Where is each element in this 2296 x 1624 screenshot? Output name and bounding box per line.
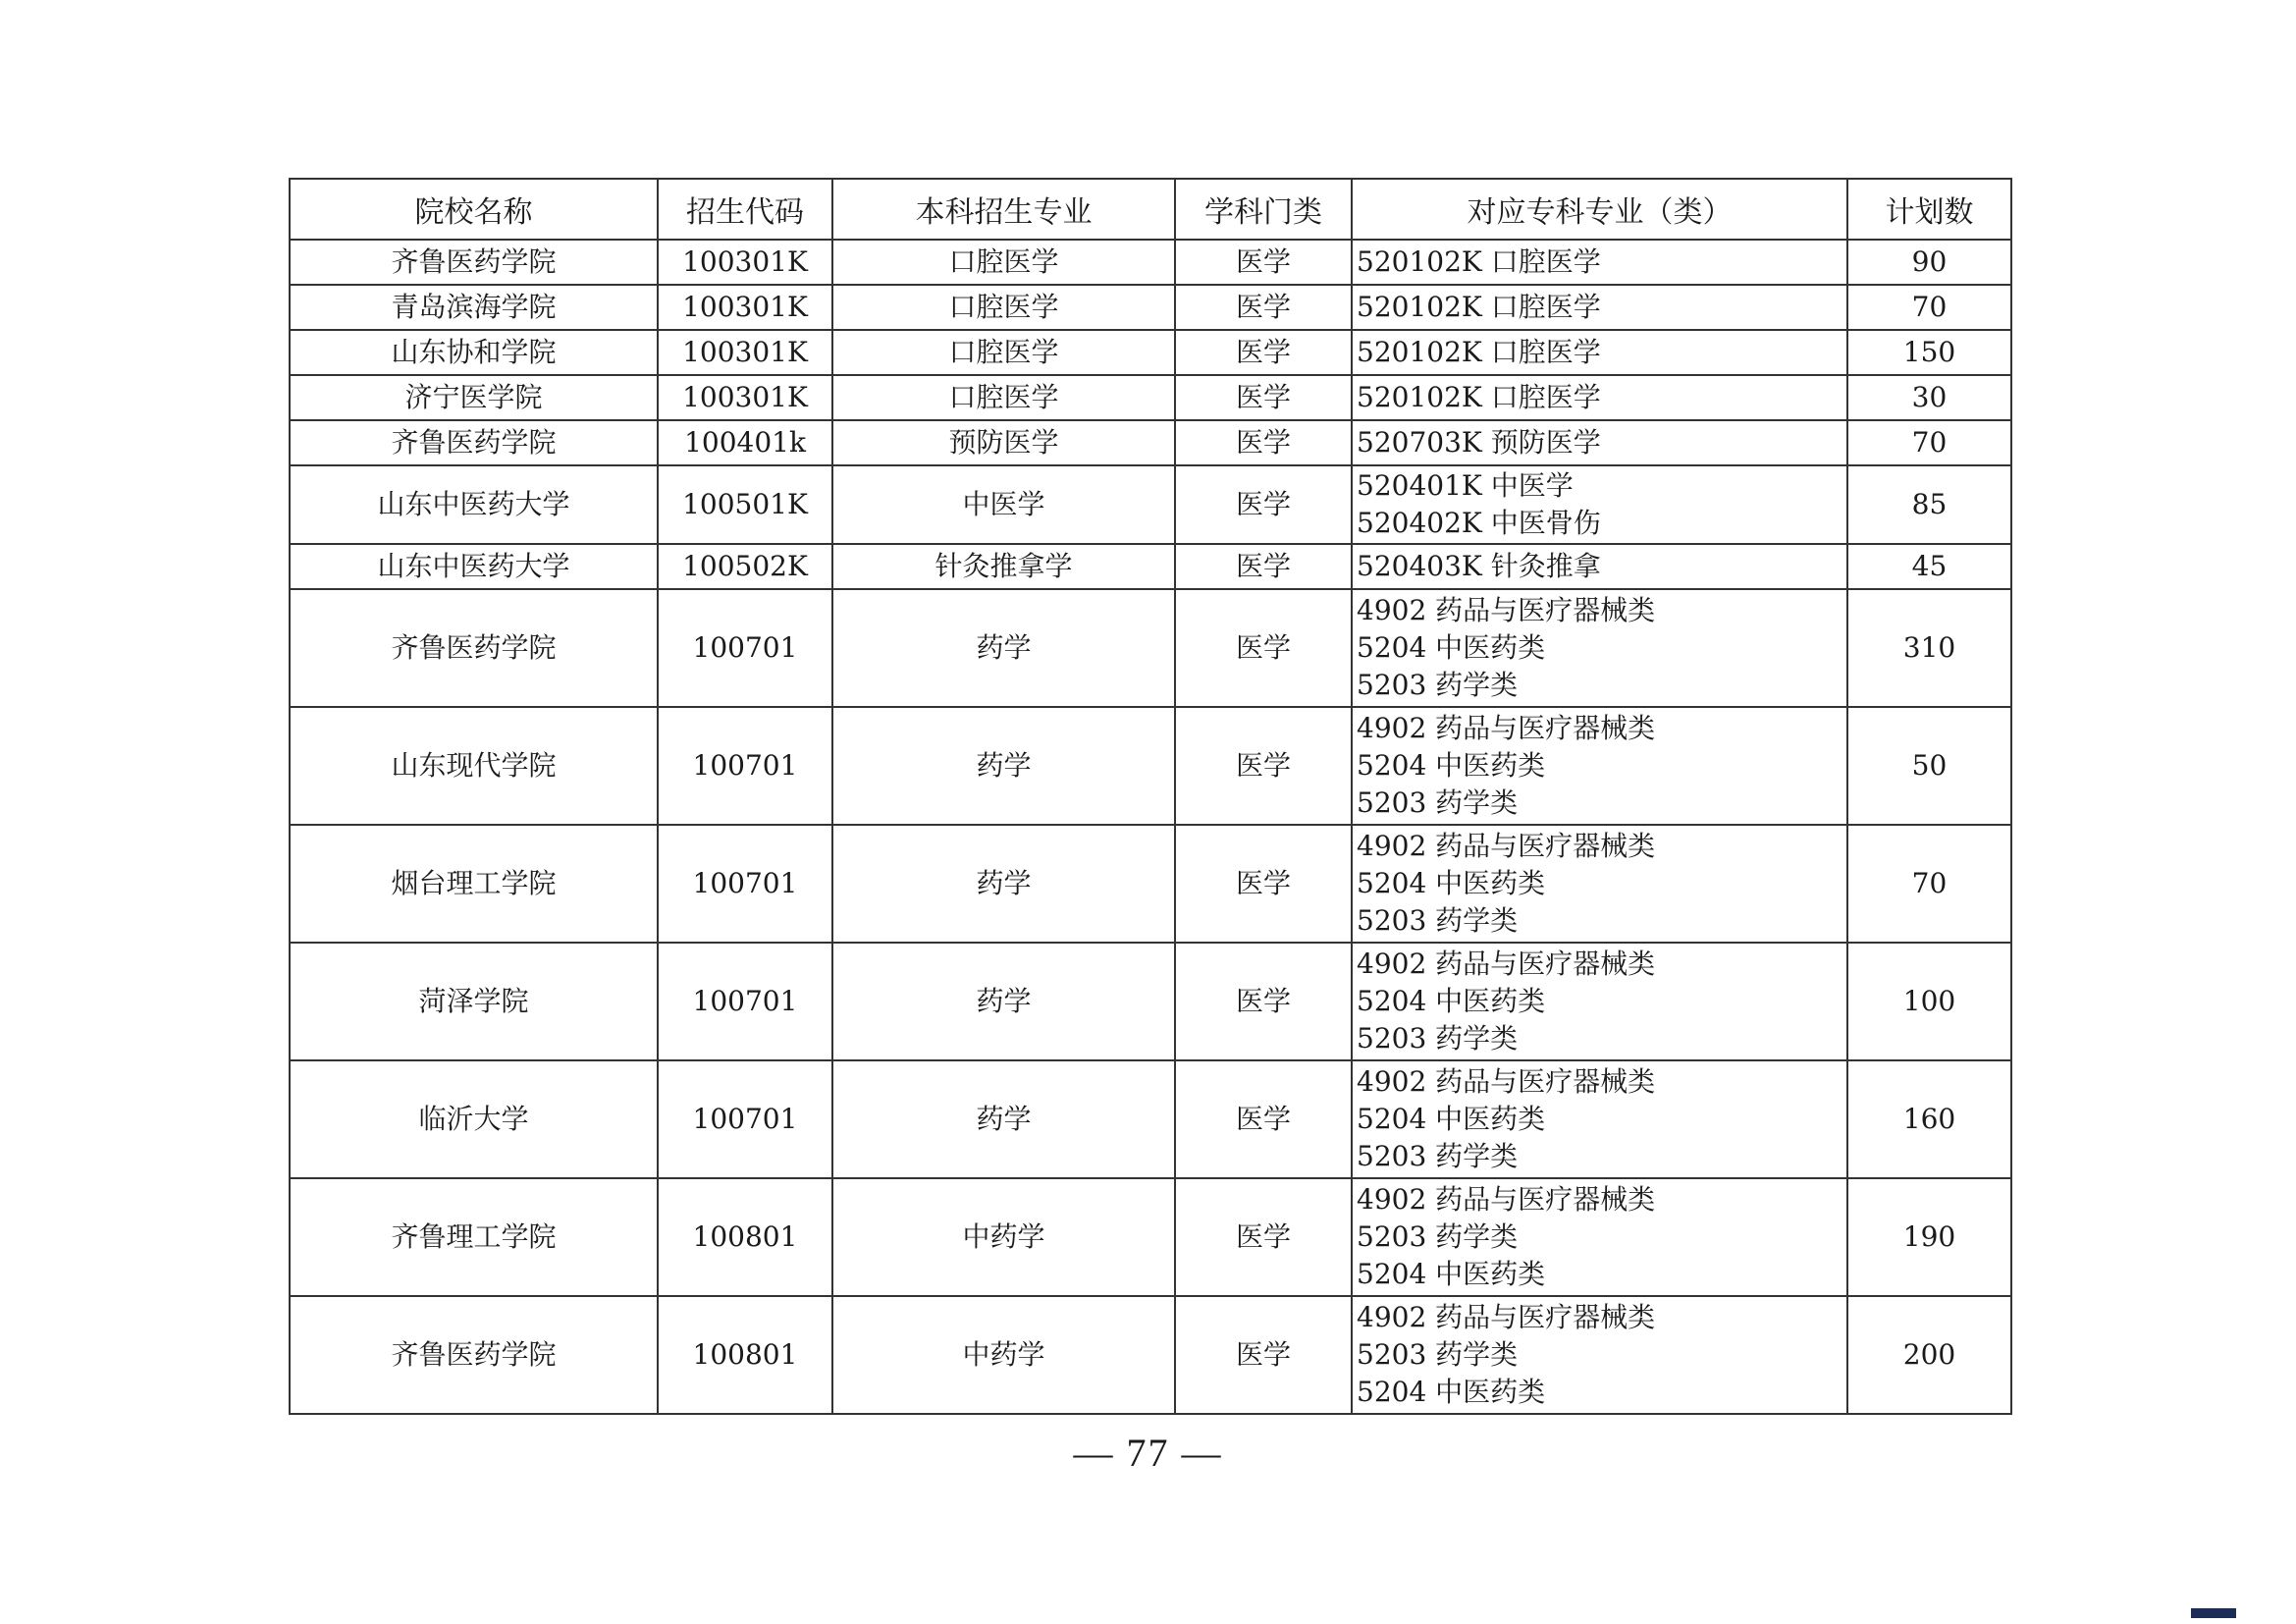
cell-school-name: 山东协和学院 <box>290 330 658 375</box>
header-corresponding-specialty: 对应专科专业（类） <box>1352 179 1847 240</box>
header-school-name: 院校名称 <box>290 179 658 240</box>
cell-discipline-category: 医学 <box>1175 285 1352 330</box>
cell-enrollment-code: 100701 <box>658 825 832 943</box>
table-row <box>290 285 2011 330</box>
cell-corresponding-specialties <box>1352 589 1847 707</box>
cell-plan-count: 70 <box>1847 420 2011 465</box>
cell-undergraduate-major: 药学 <box>832 943 1175 1060</box>
cell-undergraduate-major: 口腔医学 <box>832 375 1175 420</box>
cell-discipline-category: 医学 <box>1175 375 1352 420</box>
specialty-line: 5203 药学类 <box>1357 669 1519 701</box>
table-row <box>290 420 2011 465</box>
cell-undergraduate-major: 中医学 <box>832 465 1175 544</box>
cell-undergraduate-major: 药学 <box>832 589 1175 707</box>
specialty-line: 520401K 中医学 <box>1357 469 1574 502</box>
cell-discipline-category: 医学 <box>1175 544 1352 589</box>
table-row <box>290 240 2011 285</box>
cell-school-name: 山东中医药大学 <box>290 465 658 544</box>
cell-undergraduate-major: 预防医学 <box>832 420 1175 465</box>
specialty-line: 5203 药学类 <box>1357 904 1519 937</box>
specialty-line: 5204 中医药类 <box>1357 749 1546 782</box>
cell-plan-count: 100 <box>1847 943 2011 1060</box>
specialty-line: 5203 药学类 <box>1357 1022 1519 1055</box>
cell-undergraduate-major: 口腔医学 <box>832 330 1175 375</box>
specialty-line: 5203 药学类 <box>1357 786 1519 819</box>
table-row <box>290 465 2011 544</box>
cell-school-name: 菏泽学院 <box>290 943 658 1060</box>
cell-undergraduate-major: 药学 <box>832 707 1175 825</box>
cell-discipline-category: 医学 <box>1175 707 1352 825</box>
cell-school-name: 青岛滨海学院 <box>290 285 658 330</box>
table-row <box>290 707 2011 825</box>
cell-discipline-category: 医学 <box>1175 465 1352 544</box>
cell-enrollment-code: 100401k <box>658 420 832 465</box>
cell-discipline-category: 医学 <box>1175 330 1352 375</box>
header-discipline-category: 学科门类 <box>1175 179 1352 240</box>
table-row <box>290 1178 2011 1296</box>
cell-school-name: 齐鲁医药学院 <box>290 589 658 707</box>
cell-undergraduate-major: 药学 <box>832 825 1175 943</box>
cell-discipline-category: 医学 <box>1175 1178 1352 1296</box>
specialty-line: 4902 药品与医疗器械类 <box>1357 712 1656 744</box>
cell-enrollment-code: 100701 <box>658 1060 832 1178</box>
cell-plan-count: 45 <box>1847 544 2011 589</box>
table-row <box>290 375 2011 420</box>
cell-enrollment-code: 100301K <box>658 330 832 375</box>
cell-enrollment-code: 100701 <box>658 707 832 825</box>
specialty-line: 520102K 口腔医学 <box>1357 245 1601 278</box>
specialty-line: 5204 中医药类 <box>1357 985 1546 1017</box>
cell-enrollment-code: 100701 <box>658 589 832 707</box>
cell-undergraduate-major: 中药学 <box>832 1296 1175 1414</box>
cell-corresponding-specialties <box>1352 707 1847 825</box>
specialty-line: 4902 药品与医疗器械类 <box>1357 1183 1656 1216</box>
specialty-line: 4902 药品与医疗器械类 <box>1357 947 1656 980</box>
cell-plan-count: 160 <box>1847 1060 2011 1178</box>
specialty-line: 5204 中医药类 <box>1357 867 1546 899</box>
header-plan-count: 计划数 <box>1847 179 2011 240</box>
cell-enrollment-code: 100801 <box>658 1296 832 1414</box>
specialty-line: 4902 药品与医疗器械类 <box>1357 830 1656 862</box>
table-header-row <box>290 179 2011 240</box>
table-row <box>290 1296 2011 1414</box>
cell-plan-count: 50 <box>1847 707 2011 825</box>
cell-corresponding-specialties <box>1352 330 1847 375</box>
cell-school-name: 临沂大学 <box>290 1060 658 1178</box>
cell-discipline-category: 医学 <box>1175 1060 1352 1178</box>
cell-enrollment-code: 100301K <box>658 375 832 420</box>
cell-corresponding-specialties <box>1352 1178 1847 1296</box>
table-row <box>290 1060 2011 1178</box>
cell-enrollment-code: 100501K <box>658 465 832 544</box>
cell-plan-count: 85 <box>1847 465 2011 544</box>
cell-school-name: 齐鲁医药学院 <box>290 420 658 465</box>
cell-discipline-category: 医学 <box>1175 825 1352 943</box>
table-row <box>290 330 2011 375</box>
cell-corresponding-specialties <box>1352 465 1847 544</box>
specialty-line: 5204 中医药类 <box>1357 1376 1546 1408</box>
cell-enrollment-code: 100701 <box>658 943 832 1060</box>
cell-plan-count: 190 <box>1847 1178 2011 1296</box>
specialty-line: 4902 药品与医疗器械类 <box>1357 1301 1656 1333</box>
watermark-logo <box>2191 1608 2236 1618</box>
cell-undergraduate-major: 中药学 <box>832 1178 1175 1296</box>
page-number: — 77 — <box>1073 1431 1223 1475</box>
cell-school-name: 山东中医药大学 <box>290 544 658 589</box>
table-row <box>290 589 2011 707</box>
specialty-line: 5204 中医药类 <box>1357 1103 1546 1135</box>
specialty-line: 520102K 口腔医学 <box>1357 291 1601 323</box>
cell-school-name: 齐鲁医药学院 <box>290 1296 658 1414</box>
cell-plan-count: 70 <box>1847 825 2011 943</box>
cell-plan-count: 310 <box>1847 589 2011 707</box>
cell-corresponding-specialties <box>1352 1060 1847 1178</box>
cell-corresponding-specialties <box>1352 1296 1847 1414</box>
cell-undergraduate-major: 口腔医学 <box>832 240 1175 285</box>
table-body <box>290 240 2011 1414</box>
specialty-line: 520402K 中医骨伤 <box>1357 507 1601 539</box>
cell-school-name: 齐鲁理工学院 <box>290 1178 658 1296</box>
cell-corresponding-specialties <box>1352 943 1847 1060</box>
cell-corresponding-specialties <box>1352 375 1847 420</box>
specialty-line: 5203 药学类 <box>1357 1338 1519 1371</box>
cell-enrollment-code: 100301K <box>658 285 832 330</box>
specialty-line: 520102K 口腔医学 <box>1357 336 1601 368</box>
specialty-line: 5204 中医药类 <box>1357 631 1546 664</box>
cell-discipline-category: 医学 <box>1175 589 1352 707</box>
specialty-line: 4902 药品与医疗器械类 <box>1357 594 1656 626</box>
cell-corresponding-specialties <box>1352 544 1847 589</box>
cell-discipline-category: 医学 <box>1175 420 1352 465</box>
cell-enrollment-code: 100502K <box>658 544 832 589</box>
cell-school-name: 济宁医学院 <box>290 375 658 420</box>
cell-undergraduate-major: 口腔医学 <box>832 285 1175 330</box>
cell-discipline-category: 医学 <box>1175 240 1352 285</box>
specialty-line: 520703K 预防医学 <box>1357 426 1601 459</box>
table-row <box>290 544 2011 589</box>
header-enrollment-code: 招生代码 <box>658 179 832 240</box>
cell-school-name: 齐鲁医药学院 <box>290 240 658 285</box>
cell-discipline-category: 医学 <box>1175 1296 1352 1414</box>
specialty-line: 5204 中医药类 <box>1357 1258 1546 1290</box>
cell-undergraduate-major: 药学 <box>832 1060 1175 1178</box>
cell-plan-count: 200 <box>1847 1296 2011 1414</box>
specialty-line: 5203 药学类 <box>1357 1220 1519 1253</box>
cell-discipline-category: 医学 <box>1175 943 1352 1060</box>
table-row <box>290 943 2011 1060</box>
specialty-line: 4902 药品与医疗器械类 <box>1357 1065 1656 1098</box>
cell-undergraduate-major: 针灸推拿学 <box>832 544 1175 589</box>
header-undergraduate-major: 本科招生专业 <box>832 179 1175 240</box>
cell-plan-count: 90 <box>1847 240 2011 285</box>
cell-corresponding-specialties <box>1352 285 1847 330</box>
cell-plan-count: 30 <box>1847 375 2011 420</box>
cell-plan-count: 150 <box>1847 330 2011 375</box>
cell-corresponding-specialties <box>1352 420 1847 465</box>
table-row <box>290 825 2011 943</box>
cell-corresponding-specialties <box>1352 825 1847 943</box>
specialty-line: 5203 药学类 <box>1357 1140 1519 1172</box>
cell-corresponding-specialties <box>1352 240 1847 285</box>
cell-school-name: 烟台理工学院 <box>290 825 658 943</box>
cell-plan-count: 70 <box>1847 285 2011 330</box>
cell-school-name: 山东现代学院 <box>290 707 658 825</box>
specialty-line: 520102K 口腔医学 <box>1357 381 1601 413</box>
enrollment-plan-table <box>289 178 2012 1415</box>
specialty-line: 520403K 针灸推拿 <box>1357 550 1601 582</box>
cell-enrollment-code: 100301K <box>658 240 832 285</box>
cell-enrollment-code: 100801 <box>658 1178 832 1296</box>
